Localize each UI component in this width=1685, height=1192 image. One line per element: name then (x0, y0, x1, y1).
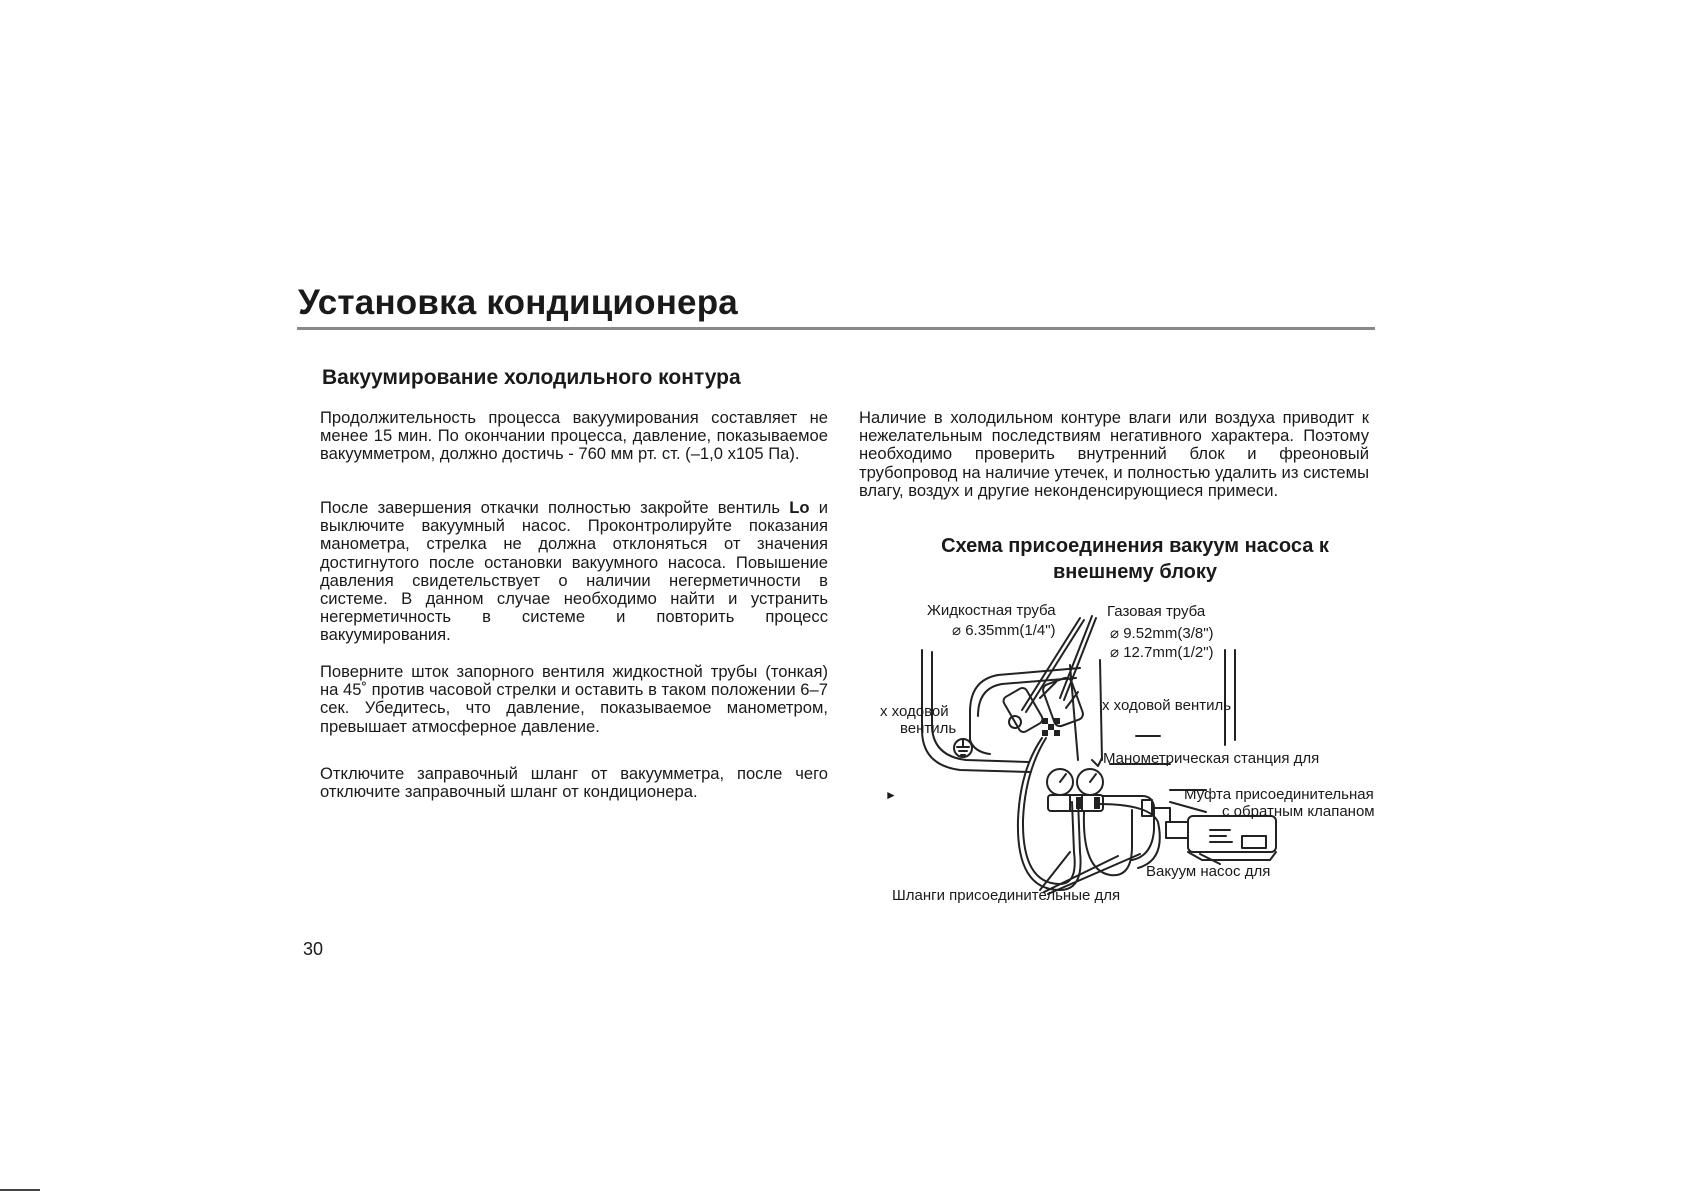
left-paragraph-4: Отключите заправочный шланг от вакуумметра, после чего отключите заправочный шланг от кондиционера. (320, 764, 828, 802)
label-vacuum-pump: Вакуум насос для (1146, 863, 1271, 880)
charge-hose-left (1018, 738, 1081, 890)
label-gas-size-2: ⌀ 12.7mm(1/2") (1110, 644, 1214, 661)
label-hoses: Шланги присоединительные для (892, 887, 1121, 904)
page-number: 30 (303, 939, 324, 959)
diagram-title-line-1: Схема присоединения вакуум насоса к (941, 535, 1329, 557)
label-gauge-station: Манометрическая станция для (1103, 750, 1320, 767)
bottom-edge-mark (0, 1189, 40, 1191)
label-gas-pipe: Газовая труба (1107, 603, 1206, 620)
left-paragraph-2-start: После завершения откачки полностью закройте вентиль (320, 498, 790, 517)
left-paragraph-2-end: и выключите вакуумный насос. Проконтролируйте показания манометра, стрелка не должна отклоняться от значения достигнутого после остановки вакуумного насоса. Повышение давления свидетельствует о наличии негерметичности в системе. В данном случае необходимо найти и устранить негерметичность в системе и повторить процесс вакуумирования. (320, 498, 828, 645)
label-valve-left-1: х ходовой (880, 703, 949, 720)
diagram-title (880, 533, 1390, 585)
label-valve-right: х ходовой вентиль (1102, 697, 1232, 714)
label-gas-size-1: ⌀ 9.52mm(3/8") (1110, 625, 1214, 642)
vacuum-pump (1166, 822, 1188, 838)
label-coupling-2: с обратным клапаном (1222, 803, 1375, 820)
arrow-marker: ► (885, 788, 897, 802)
label-valve-left-2: вентиль (900, 720, 957, 737)
right-paragraph-1: Наличие в холодильном контуре влаги или воздуха приводит к нежелательным последствиям негативного характера. Поэтому необходимо проверить внутренний блок и фреоновый трубопровод на наличие утечек, и полностью удалить из системы влагу, воздух и другие неконденсирующиеся примеси. (859, 408, 1369, 500)
connection-diagram (870, 590, 1410, 910)
charge-hose-middle (1084, 810, 1132, 875)
left-paragraph-1: Продолжительность процесса вакуумирования составляет не менее 15 мин. По окончании процесса, давление, показываемое вакуумметром, должно достичь - 760 мм рт. ст. (–1,0 x105 Па). (320, 408, 828, 464)
title-rule (297, 327, 1375, 330)
section-heading: Вакуумирование холодильного контура (322, 366, 741, 389)
left-paragraph-3: Поверните шток запорного вентиля жидкостной трубы (тонкая) на 45˚ против часовой стрелки и оставить в таком положении 6–7 сек. Убедитесь, что давление, показываемое манометром, превышает атмосферное давление. (320, 662, 828, 736)
label-liquid-size: ⌀ 6.35mm(1/4") (952, 622, 1056, 639)
label-coupling-1: Муфта присоединительная (1184, 786, 1374, 803)
diagram-title-line-2: внешнему блоку (1053, 561, 1217, 583)
label-liquid-pipe: Жидкостная труба (927, 602, 1056, 619)
left-paragraph-2 (320, 499, 828, 645)
valve-lo-label: Lo (789, 498, 810, 517)
page-title: Установка кондиционера (298, 283, 738, 322)
